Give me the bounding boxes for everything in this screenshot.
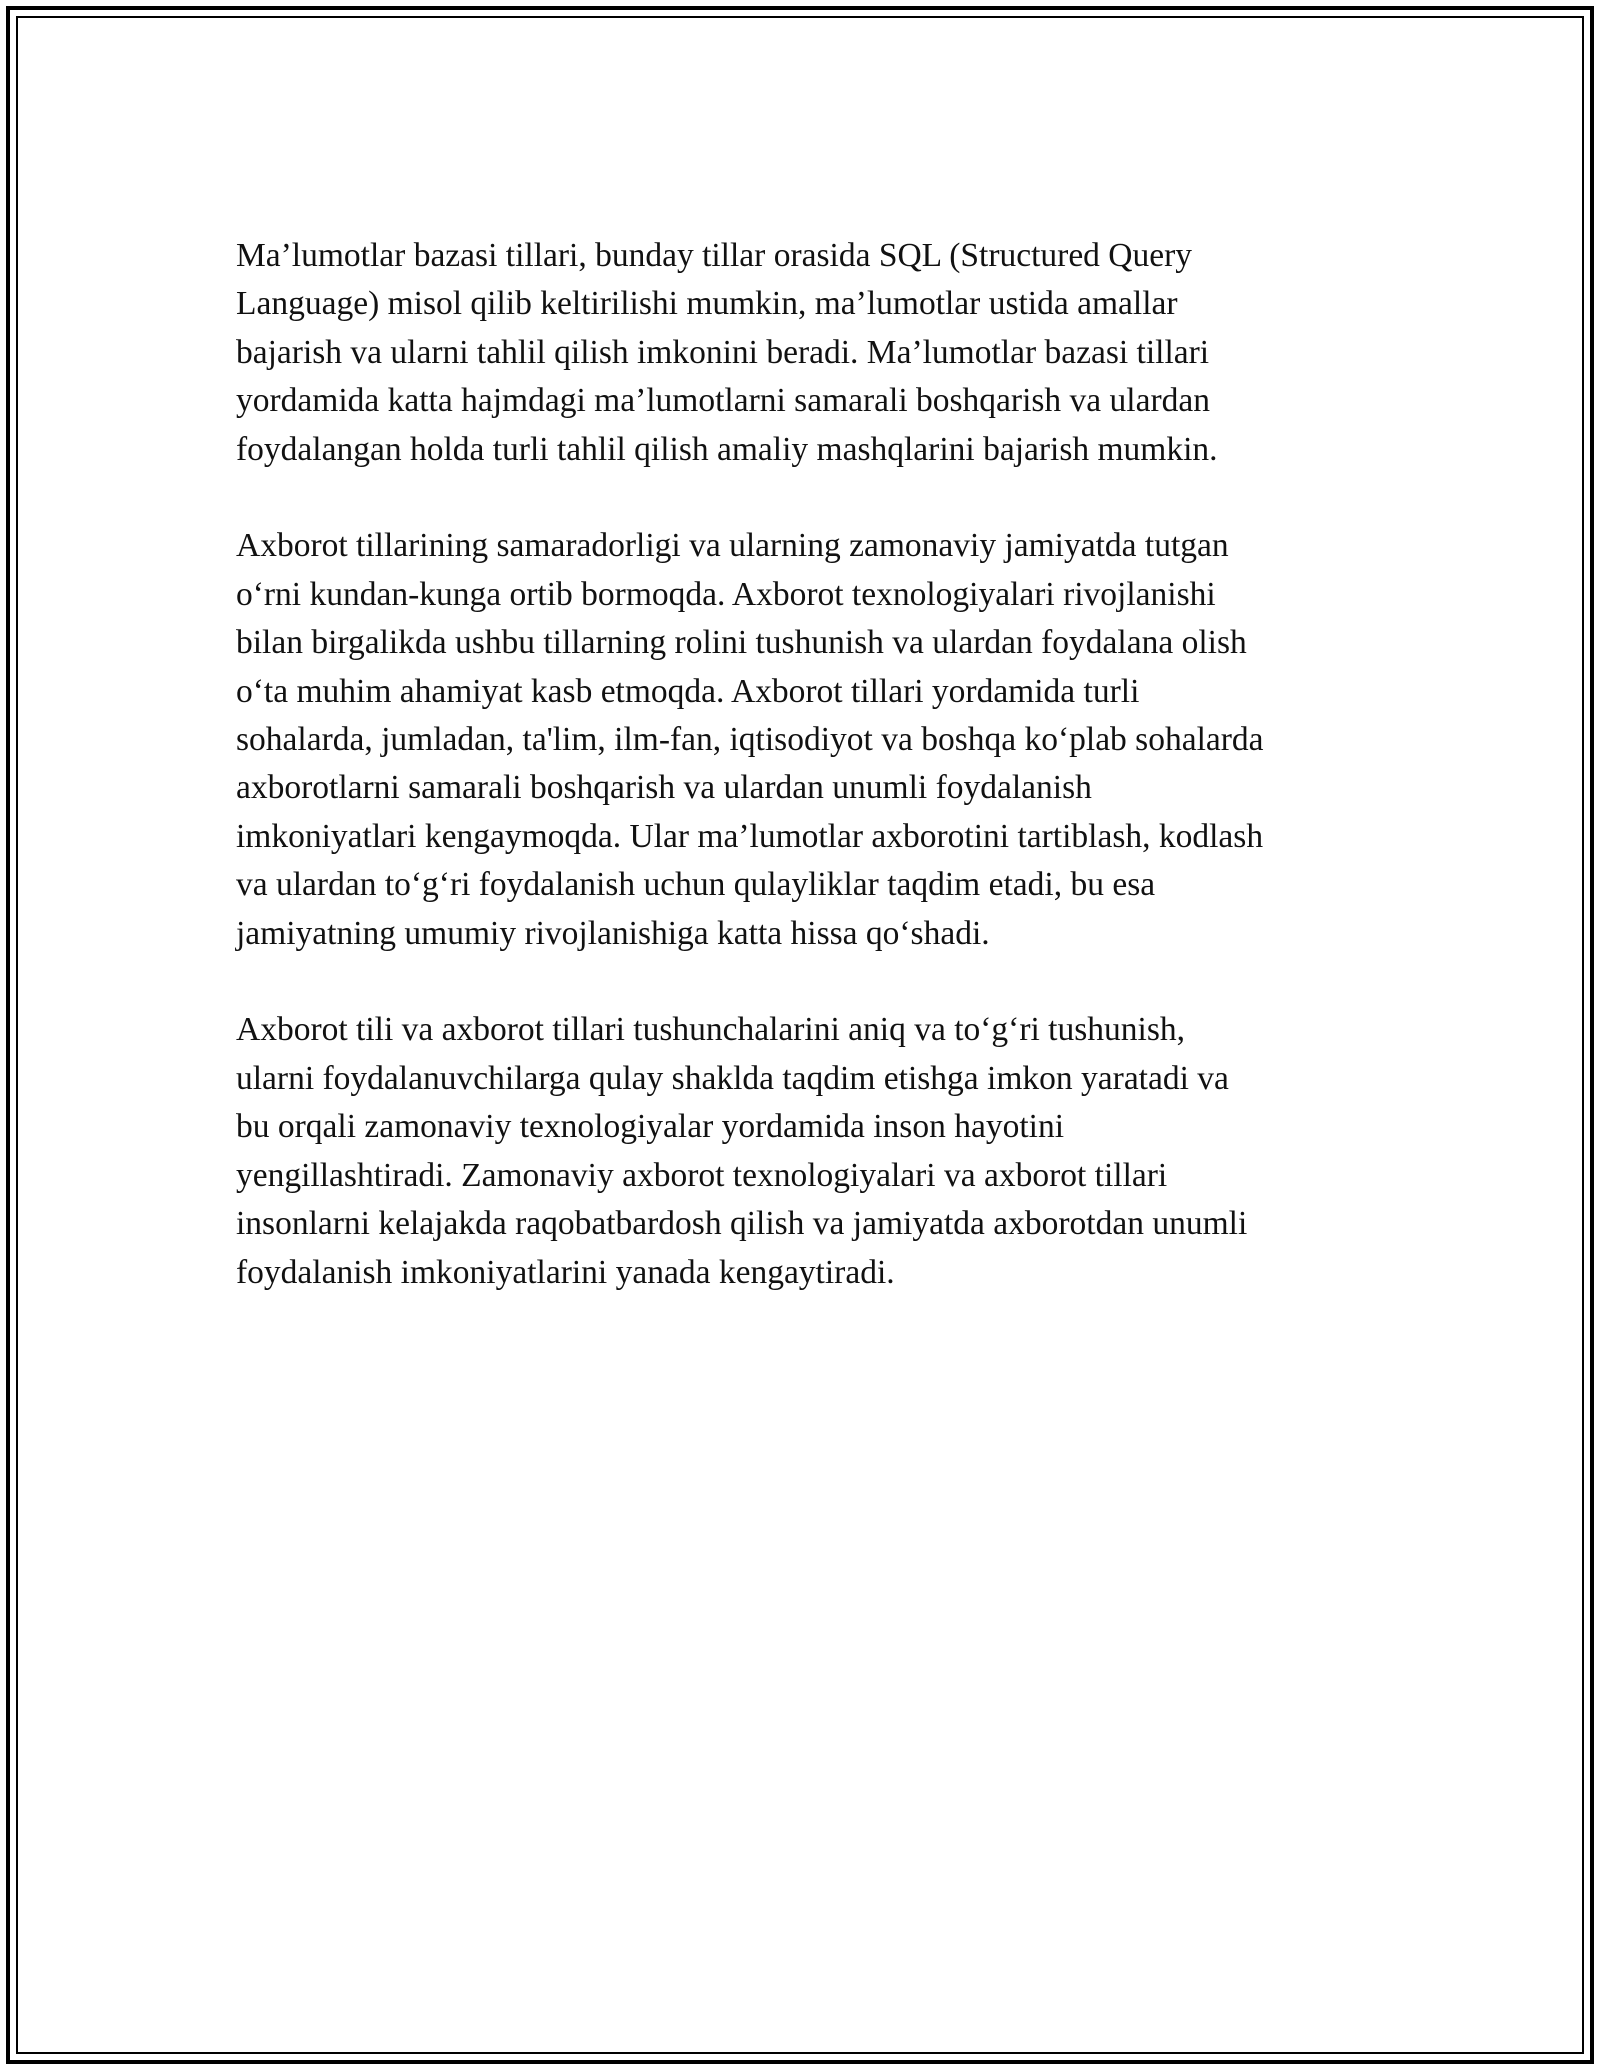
text-line: foydalangan holda turli tahlil qilish amaliy mashqlarini bajarish mumkin.: [236, 430, 1218, 468]
text-line: bajarish va ularni tahlil qilish imkonini beradi. Ma’lumotlar bazasi tillari: [236, 333, 1210, 371]
text-line: bu orqali zamonaviy texnologiyalar yordamida inson hayotini: [236, 1108, 1064, 1146]
text-line: o‘ta muhim ahamiyat kasb etmoqda. Axborot tillari yordamida turli: [236, 672, 1140, 710]
paragraph-2: [236, 522, 1396, 958]
text-line: sohalarda, jumladan, ta'lim, ilm-fan, iqtisodiyot va boshqa ko‘plab sohalarda: [236, 721, 1264, 759]
text-line: yordamida katta hajmdagi ma’lumotlarni samarali boshqarish va ulardan: [236, 382, 1210, 420]
text-line: insonlarni kelajakda raqobatbardosh qilish va jamiyatda axborotdan unumli: [236, 1205, 1248, 1243]
text-line: Ma’lumotlar bazasi tillari, bunday tillar orasida SQL (Structured Query: [236, 237, 1193, 274]
text-line: foydalanish imkoniyatlarini yanada kengaytiradi.: [236, 1253, 895, 1291]
document-body: [236, 232, 1396, 1345]
text-line: bilan birgalikda ushbu tillarning rolini tushunish va ulardan foydalana olish: [236, 624, 1247, 662]
text-line: va ulardan to‘g‘ri foydalanish uchun qulayliklar taqdim etadi, bu esa: [236, 866, 1156, 904]
text-line: Axborot tillarining samaradorligi va ularning zamonaviy jamiyatda tutgan: [236, 527, 1229, 565]
text-line: Axborot tili va axborot tillari tushunchalarini aniq va to‘g‘ri tushunish,: [236, 1011, 1185, 1049]
text-line: o‘rni kundan-kunga ortib bormoqda. Axborot texnologiyalari rivojlanishi: [236, 575, 1216, 613]
text-line: ularni foydalanuvchilarga qulay shaklda taqdim etishga imkon yaratadi va: [236, 1059, 1229, 1097]
text-line: axborotlarni samarali boshqarish va ulardan unumli foydalanish: [236, 769, 1092, 807]
text-line: imkoniyatlari kengaymoqda. Ular ma’lumotlar axborotini tartiblash, kodlash: [236, 817, 1264, 855]
text-line: jamiyatning umumiy rivojlanishiga katta hissa qo‘shadi.: [236, 914, 990, 952]
paragraph-1: [236, 232, 1396, 474]
text-line: yengillashtiradi. Zamonaviy axborot texnologiyalari va axborot tillari: [236, 1156, 1168, 1194]
paragraph-3: [236, 1006, 1396, 1296]
text-line: Language) misol qilib keltirilishi mumkin, ma’lumotlar ustida amallar: [236, 285, 1178, 323]
